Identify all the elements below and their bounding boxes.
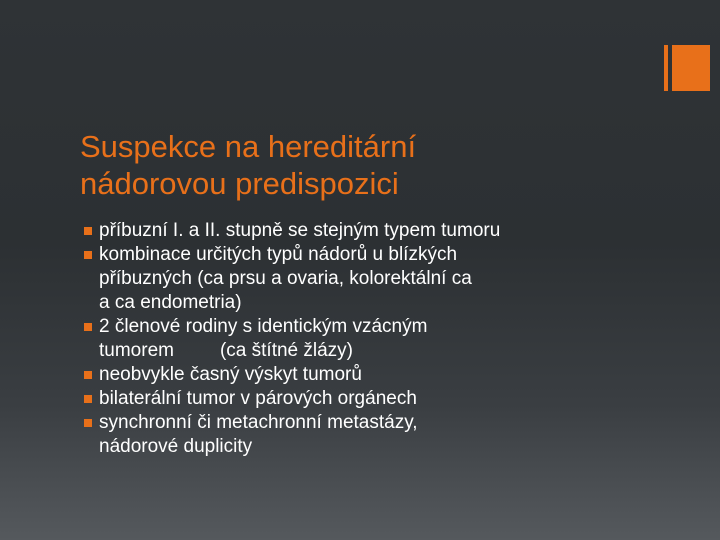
bullet-item [84,315,684,363]
bullet-text: nádorové duplicity [99,436,253,457]
title-line: Suspekce na hereditární [80,129,417,164]
square-bullet-icon [84,227,92,235]
square-bullet-icon [84,371,92,379]
bullet-item [84,411,684,459]
bullet-text: neobvykle časný výskyt tumorů [99,364,362,385]
bullet-item [84,219,684,243]
bullet-text: tumorem [99,340,174,361]
bullet-text: a ca endometria) [99,292,242,313]
square-bullet-icon [84,251,92,259]
bullet-text: kombinace určitých typů nádorů u blízkých [99,244,458,265]
bullet-item [84,387,684,411]
square-bullet-icon [84,395,92,403]
bullet-text: synchronní či metachronní metastázy, [99,412,418,433]
bullet-text: (ca štítné žlázy) [219,340,354,361]
bullet-text: 2 členové rodiny s identickým vzácným [99,316,428,337]
accent-bar-thick [672,45,710,91]
accent-bar-thin [664,45,668,91]
slide-title [80,128,640,202]
bullet-item [84,363,684,387]
square-bullet-icon [84,419,92,427]
bullet-text: příbuzní I. a II. stupně se stejným typem tumoru [99,220,501,241]
bullet-text: bilaterální tumor v párových orgánech [99,388,417,409]
title-line: nádorovou predispozici [80,166,399,201]
square-bullet-icon [84,323,92,331]
bullet-text-line [99,339,684,363]
bullet-list [84,219,684,459]
bullet-item [84,243,684,315]
bullet-text: příbuzných (ca prsu a ovaria, kolorektální ca [99,268,472,289]
